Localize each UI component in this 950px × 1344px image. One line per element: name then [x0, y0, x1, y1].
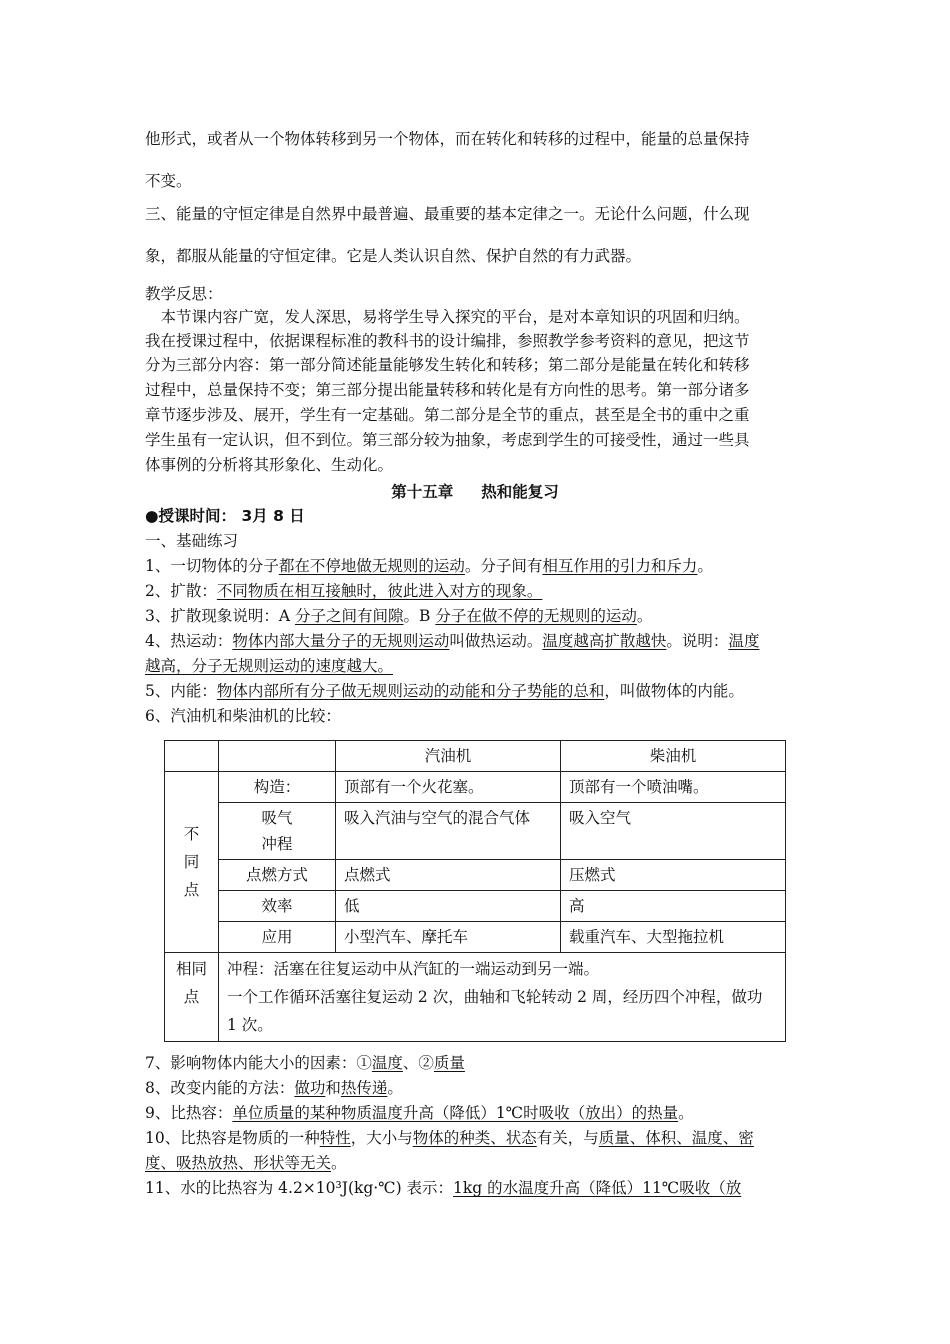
item-3	[145, 605, 652, 627]
chapter-name: 热和能复习	[481, 483, 559, 501]
answer: 相互作用的引力和斥力	[542, 557, 698, 575]
row-gasoline: 顶部有一个火花塞。	[336, 772, 561, 803]
reflection-line: 章节逐步涉及、展开，学生有一定基础。第二部分是全节的重点，甚至是全书的重中之重	[145, 406, 750, 424]
item-9	[145, 1102, 694, 1124]
answer: 物体内部大量分子的无规则运动	[232, 632, 450, 650]
item-text: ，大小与	[350, 1129, 413, 1147]
item-text: 。B	[403, 607, 436, 625]
item-text: 、②	[402, 1054, 434, 1072]
item-text: 有关，与	[536, 1129, 599, 1147]
table-cell	[165, 741, 219, 772]
item-text: 2、扩散：	[145, 582, 217, 600]
item-10-cont	[145, 1152, 347, 1174]
item-1	[145, 555, 713, 577]
answer: 物体的种类、状态	[412, 1129, 537, 1147]
same-label-text: 相同点	[176, 960, 208, 1006]
item-text: 4、热运动：	[145, 632, 233, 650]
item-text: 。	[331, 1154, 347, 1172]
item-text: 7、影响物体内能大小的因素：①	[145, 1054, 372, 1072]
diff-label	[165, 772, 219, 953]
table-row	[165, 772, 786, 803]
paragraph-line: 三、能量的守恒定律是自然界中最普遍、最重要的基本定律之一。无论什么问题，什么现	[145, 205, 750, 223]
item-text: 11、水的比热容为 4.2×10³J(kg·℃) 表示：	[145, 1179, 454, 1197]
item-text: 。	[678, 1104, 694, 1122]
table-row	[165, 891, 786, 922]
answer: 不同物质在相互接触时，彼此进入对方的现象。	[216, 582, 543, 600]
chapter-title	[0, 480, 950, 502]
row-gasoline: 小型汽车、摩托车	[336, 922, 561, 953]
table-row-same	[165, 953, 786, 1042]
table-cell	[219, 741, 336, 772]
answer: 越高，分子无规则运动的速度越大。	[145, 657, 394, 675]
item-text: 。	[697, 557, 713, 575]
lesson-time-label: ●授课时间：	[145, 507, 237, 525]
item-text: 。	[387, 1079, 403, 1097]
paragraph-line: 他形式，或者从一个物体转移到另一个物体，而在转化和转移的过程中，能量的总量保持	[145, 130, 750, 148]
item-text: 9、比热容：	[145, 1104, 233, 1122]
answer: 物体内部所有分子做无规则运动的动能和分子势能的总和	[216, 682, 605, 700]
reflection-line: 学生虽有一定认识，但不到位。第三部分较为抽象，考虑到学生的可接受性，通过一些具	[145, 431, 750, 449]
section-heading: 一、基础练习	[145, 532, 239, 550]
item-11	[145, 1177, 741, 1199]
reflection-line: 我在授课过程中，依据课程标准的教科书的设计编排，参照教学参考资料的意见，把这节	[145, 332, 750, 350]
lesson-time	[145, 505, 305, 527]
item-text: 。分子间有	[464, 557, 543, 575]
answer: 都在不停地做无规则的运动	[278, 557, 465, 575]
table-row	[165, 922, 786, 953]
item-text: 8、改变内能的方法：	[145, 1079, 295, 1097]
item-text: 。说明：	[666, 632, 729, 650]
item-text: ，叫做物体的内能。	[604, 682, 744, 700]
reflection-line: 分为三部分内容：第一部分简述能量能够发生转化和转移；第二部分是能量在转化和转移	[145, 356, 750, 374]
table-header-row	[165, 741, 786, 772]
row-diesel: 高	[561, 891, 786, 922]
item-2	[145, 580, 542, 602]
item-text: 和	[325, 1079, 341, 1097]
row-name: 效率	[219, 891, 336, 922]
row-name	[219, 803, 336, 860]
chapter-number: 第十五章	[391, 483, 454, 501]
row-name: 应用	[219, 922, 336, 953]
row-diesel: 载重汽车、大型拖拉机	[561, 922, 786, 953]
same-point: 一个工作循环活塞往复运动 2 次，曲轴和飞轮转动 2 周，经历四个冲程，做功 1 次。	[227, 988, 763, 1034]
item-5	[145, 680, 744, 702]
row-diesel: 吸入空气	[561, 803, 786, 860]
row-name: 点燃方式	[219, 860, 336, 891]
answer: 质量	[433, 1054, 465, 1072]
item-text: 1、一切物体的分子	[145, 557, 279, 575]
header-gasoline: 汽油机	[336, 741, 561, 772]
answer: 分子在做不停的无规则的运动	[435, 607, 637, 625]
item-text: 3、扩散现象说明：A	[145, 607, 295, 625]
engine-comparison-table	[164, 740, 786, 1042]
row-gasoline: 低	[336, 891, 561, 922]
item-text: 10、比热容是物质的一种	[145, 1129, 320, 1147]
table-row	[165, 860, 786, 891]
paragraph-line: 象，都服从能量的守恒定律。它是人类认识自然、保护自然的有力武器。	[145, 247, 642, 265]
answer: 分子之间有间隙	[294, 607, 404, 625]
reflection-line: 本节课内容广宽，发人深思，易将学生导入探究的平台，是对本章知识的巩固和归纳。	[145, 308, 750, 326]
row-name: 构造：	[219, 772, 336, 803]
row-gasoline: 点燃式	[336, 860, 561, 891]
item-6: 6、汽油机和柴油机的比较：	[145, 707, 341, 725]
lesson-time-value: 3月 8 日	[241, 507, 305, 525]
header-diesel: 柴油机	[561, 741, 786, 772]
reflection-heading: 教学反思：	[145, 285, 223, 303]
item-7	[145, 1052, 465, 1074]
item-8	[145, 1077, 403, 1099]
answer: 温度越高扩散越快	[542, 632, 667, 650]
item-text: 。	[636, 607, 653, 625]
row-diesel: 顶部有一个喷油嘴。	[561, 772, 786, 803]
item-text: 5、内能：	[145, 682, 217, 700]
answer: 温度	[371, 1054, 403, 1072]
paragraph-line: 不变。	[145, 172, 192, 190]
row-diesel: 压燃式	[561, 860, 786, 891]
answer: 特性	[319, 1129, 351, 1147]
diff-label-text: 不同点	[183, 825, 200, 899]
answer: 度、吸热放热、形状等无关	[145, 1154, 332, 1172]
table-row	[165, 803, 786, 860]
reflection-line: 体事例的分析将其形象化、生动化。	[145, 456, 394, 474]
answer: 单位质量的某种物质温度升高（降低）1℃时吸收（放出）的热量	[232, 1104, 679, 1122]
answer: 热传递	[340, 1079, 388, 1097]
answer: 温度	[728, 632, 760, 650]
row-name-text: 吸气冲程	[261, 809, 293, 853]
same-point: 冲程：活塞在往复运动中从汽缸的一端运动到另一端。	[227, 960, 600, 978]
item-text: 叫做热运动。	[449, 632, 543, 650]
row-gasoline: 吸入汽油与空气的混合气体	[336, 803, 561, 860]
item-10	[145, 1127, 754, 1149]
item-4	[145, 630, 759, 652]
answer: 质量、体积、温度、密	[598, 1129, 754, 1147]
same-label	[165, 953, 219, 1042]
item-4-cont	[145, 655, 393, 677]
answer: 1kg 的水温度升高（降低）11℃吸收（放	[453, 1179, 742, 1197]
answer: 做功	[294, 1079, 326, 1097]
same-points	[219, 953, 786, 1042]
reflection-line: 过程中，总量保持不变；第三部分提出能量转移和转化是有方向性的思考。第一部分诸多	[145, 381, 750, 399]
